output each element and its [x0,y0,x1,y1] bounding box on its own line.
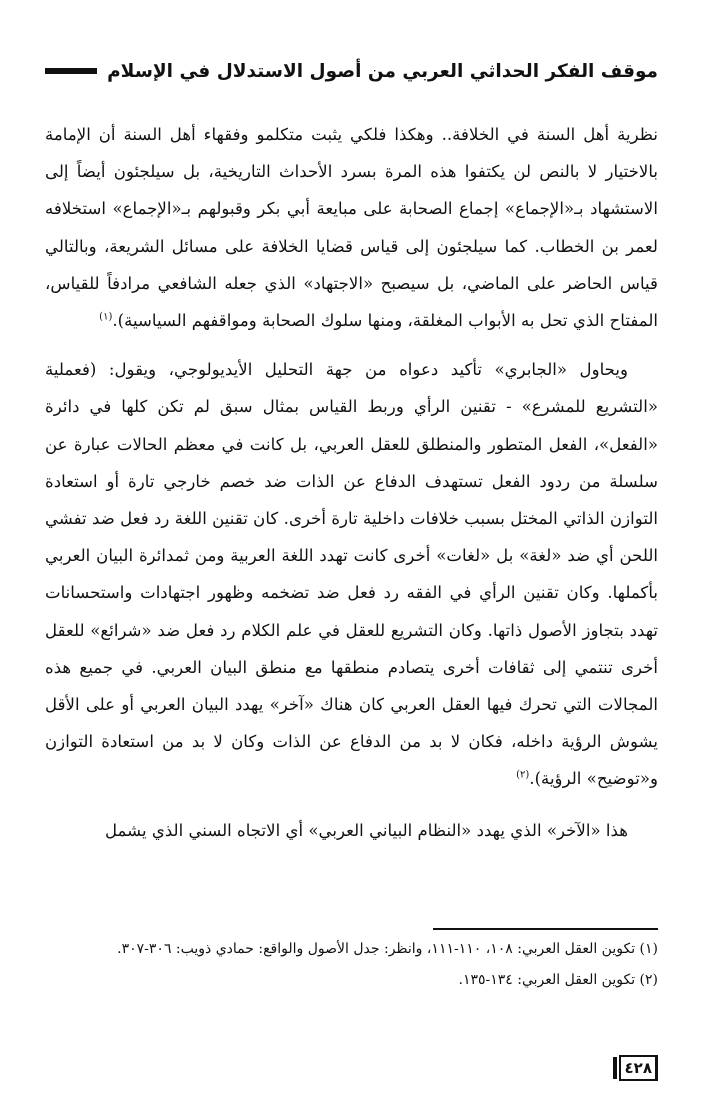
paragraph-3-text: هذا «الآخر» الذي يهدد «النظام البياني العربي» أي الاتجاه السني الذي يشمل [104,820,628,840]
body-text [45,116,658,849]
footnote-rule [433,928,658,930]
running-header [45,54,658,88]
paragraph-1 [45,116,658,339]
footnote-1: (١) تكوين العقل العربي: ١٠٨، ١١٠-١١١، وانظر: جدل الأصول والواقع: حمادي ذويب: ٣٠٦-٣٠٧. [117,941,658,957]
note-ref-1: (١) [99,311,113,323]
footnotes [45,936,658,998]
paragraph-1-text: نظرية أهل السنة في الخلافة.. وهكذا فلكي يثبت متكلمو وفقهاء أهل السنة أن الإمامة بالاختيار لا بالنص لن يكتفوا هذه المرة بسرد الأحداث التاريخية، بل سيلجئون أيضاً إلى الاستشهاد بـ«الإجماع» إجماع الصحابة على مبايعة أبي بكر وقبولهم بـ«الإجماع» استخلافه لعمر بن الخطاب. كما سيلجئون إلى قياس قضايا الخلافة على مسائل الشريعة، وبالتالي قياس الحاضر على الماضي، بل سيصبح «الاجتهاد» الذي جعله الشافعي مرادفاً للقياس، المفتاح الذي تحل به الأبواب المغلقة، ومنها سلوك الصحابة ومواقفهم السياسية). [45,125,658,331]
paragraph-2 [45,351,658,797]
header-rule [45,68,97,74]
note-ref-2: (٢) [516,769,530,781]
footnote-2: (٢) تكوين العقل العربي: ١٣٤-١٣٥. [458,972,658,988]
running-header-title: موقف الفكر الحداثي العربي من أصول الاستدلال في الإسلام [107,60,658,82]
paragraph-2-text: ويحاول «الجابري» تأكيد دعواه من جهة التحليل الأيديولوجي، ويقول: (فعملية «التشريع للمشرع» - تقنين الرأي وربط القياس بمثال سبق لم تكن كلها في دائرة «الفعل»، الفعل المتطور والمنطلق للعقل العربي، بل كانت في معظم الحالات عبارة عن سلسلة من ردود الفعل تستهدف الدفاع عن الذات ضد خصم خارجي تارة أو استعادة التوازن الذاتي المختل بسبب خلافات داخلية تارة أخرى. كان تقنين اللغة رد فعل ضد تفشي اللحن أي ضد «لغة» بل «لغات» أخرى كانت تهدد اللغة العربية ومن ثمدائرة البيان العربي بأكملها. وكان تقنين الرأي في الفقه رد فعل ضد تضخمه وظهور اجتهادات واستحسانات تهدد بتجاوز الأصول ذاتها. وكان التشريع للعقل في علم الكلام رد فعل ضد «شرائع» للعقل أخرى تنتمي إلى ثقافات أخرى يتصادم منطقها مع منطق البيان العربي. في جميع هذه المجالات التي تحرك فيها العقل العربي كان هناك «آخر» يهدد البيان العربي أو على الأقل يشوش الرؤية داخله، فكان لا بد من الدفاع عن الذات وكان لا بد من استعادة التوازن و«توضيح» الرؤية). [45,360,659,789]
page-number: ٤٢٨ [619,1055,658,1081]
paragraph-3 [45,812,658,849]
